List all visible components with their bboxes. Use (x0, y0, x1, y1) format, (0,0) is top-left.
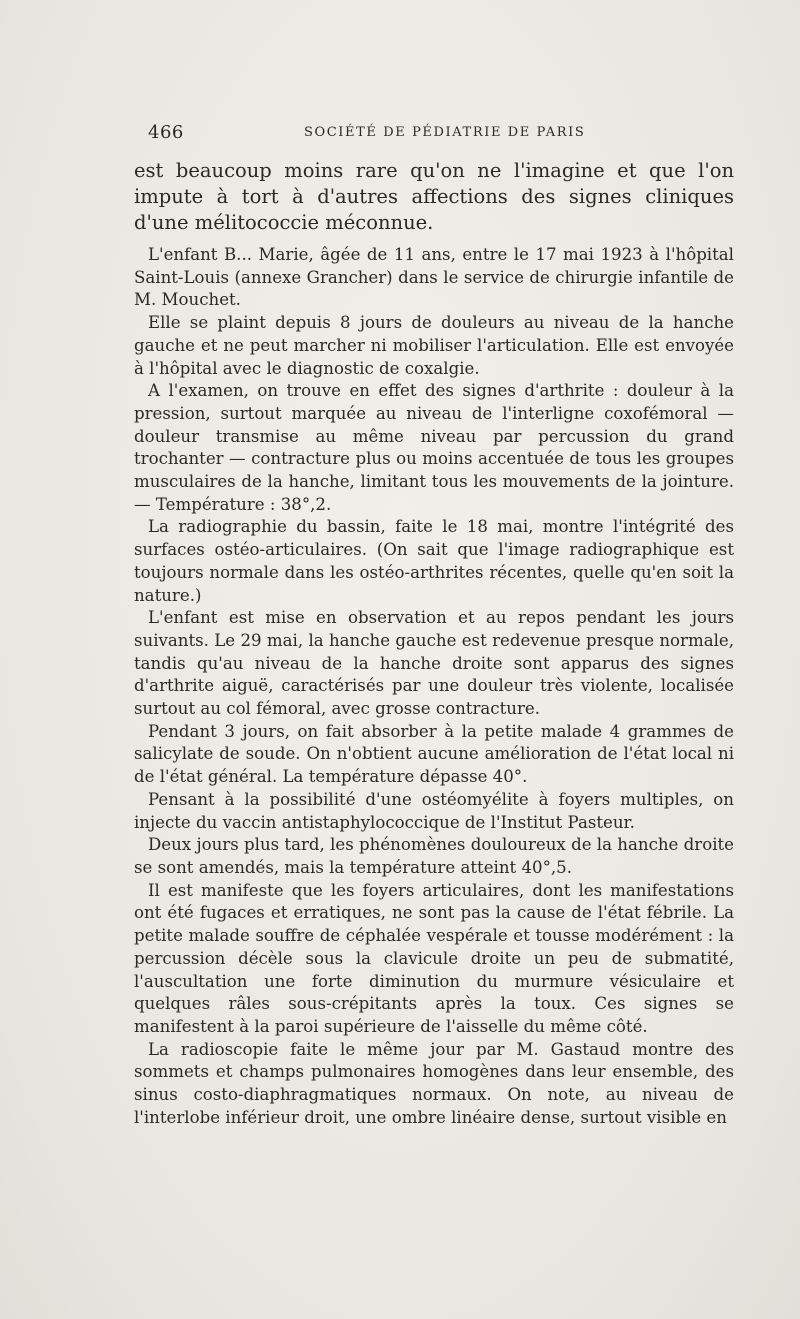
paragraph: L'enfant B... Marie, âgée de 11 ans, entre le 17 mai 1923 à l'hôpital Saint-Louis (annexe Grancher) dans le service de chirurgie infantile de M. Mouchet. (134, 245, 734, 310)
paragraph: La radiographie du bassin, faite le 18 mai, montre l'intégrité des surfaces ostéo-articulaires. (On sait que l'image radiographique est toujours normale dans les ostéo-arthrites récentes, quelle qu'en soit la nature.) (134, 517, 734, 605)
page-number: 466 (148, 122, 184, 143)
page-body (134, 158, 734, 1129)
case-report (134, 244, 734, 1129)
paragraph: Pensant à la possibilité d'une ostéomyélite à foyers multiples, on injecte du vaccin antistaphylococcique de l'Institut Pasteur. (134, 789, 734, 832)
paragraph: Deux jours plus tard, les phénomènes douloureux de la hanche droite se sont amendés, mais la température atteint 40°,5. (134, 835, 734, 877)
paragraph: Pendant 3 jours, on fait absorber à la petite malade 4 grammes de salicylate de soude. On n'obtient aucune amélioration de l'état local ni de l'état général. La température dépasse 40°. (134, 721, 734, 787)
running-title: SOCIÉTÉ DE PÉDIATRIE DE PARIS (304, 125, 586, 140)
lead-section (134, 158, 734, 236)
page-header (148, 122, 730, 144)
paragraph: La radioscopie faite le même jour par M. Gastaud montre des sommets et champs pulmonaires homogènes dans leur ensemble, des sinus costo-diaphragmatiques normaux. On note, au niveau de l'interlobe inférieur droit, une ombre linéaire dense, surtout visible en (134, 1039, 734, 1127)
paragraph: Il est manifeste que les foyers articulaires, dont les manifestations ont été fugaces et erratiques, ne sont pas la cause de l'état fébrile. La petite malade souffre de céphalée vespérale et tousse modérément : la percussion décèle sous la clavicule droite un peu de submatité, l'auscultation une forte diminution du murmure vésiculaire et quelques râles sous-crépitants après la toux. Ces signes se manifestent à la paroi supérieure de l'aisselle du même côté. (134, 880, 734, 1036)
lead-paragraph: est beaucoup moins rare qu'on ne l'imagine et que l'on impute à tort à d'autres affections des signes cliniques d'une mélitococcie méconnue. (134, 159, 734, 234)
paragraph: A l'examen, on trouve en effet des signes d'arthrite : douleur à la pression, surtout marquée au niveau de l'interligne coxofémoral — douleur transmise au même niveau par percussion du grand trochanter — contracture plus ou moins accentuée de tous les groupes musculaires de la hanche, limitant tous les mouvements de la jointure. — Température : 38°,2. (134, 381, 734, 514)
paragraph: L'enfant est mise en observation et au repos pendant les jours suivants. Le 29 mai, la hanche gauche est redevenue presque normale, tandis qu'au niveau de la hanche droite sont apparus des signes d'arthrite aiguë, caractérisés par une douleur très violente, localisée surtout au col fémoral, avec grosse contracture. (134, 608, 734, 719)
paragraph: Elle se plaint depuis 8 jours de douleurs au niveau de la hanche gauche et ne peut marcher ni mobiliser l'articulation. Elle est envoyée à l'hôpital avec le diagnostic de coxalgie. (134, 313, 734, 378)
